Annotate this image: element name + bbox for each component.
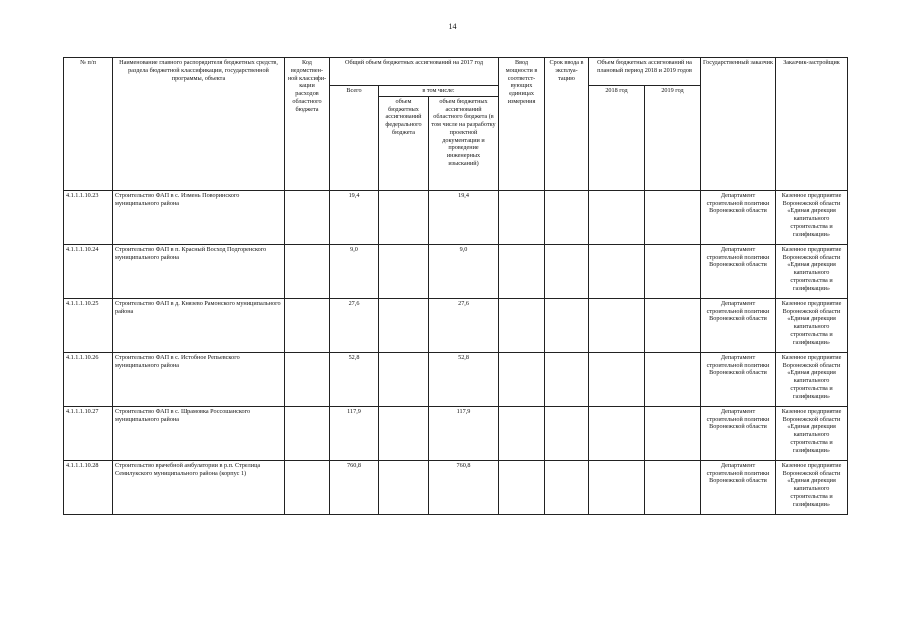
row-gov-customer: Департамент строительной политики Воронежской области [701, 352, 776, 406]
row-num: 4.1.1.1.10.25 [64, 298, 113, 352]
row-code [285, 406, 330, 460]
table-row [64, 406, 848, 460]
row-developer: Казенное предприятие Воронежской области «Единая дирекция капитального строительства и газификации» [776, 352, 848, 406]
header-capacity: Ввод мощности в соответст-вующих единицах измерения [499, 58, 545, 191]
row-name: Строительство ФАП в с. Шрамовка Россошанского муниципального района [113, 406, 285, 460]
row-num: 4.1.1.1.10.28 [64, 460, 113, 514]
table-row [64, 244, 848, 298]
row-federal [379, 298, 429, 352]
header-2018: 2018 год [589, 86, 645, 191]
row-num: 4.1.1.1.10.24 [64, 244, 113, 298]
header-regional: объем бюджетных ассигнований областного бюджета (в том числе на разработку проектной документации и проведение инженерных изысканий) [429, 96, 499, 190]
row-name: Строительство ФАП в п. Красный Восход Подгоренского муниципального района [113, 244, 285, 298]
row-regional: 760,8 [429, 460, 499, 514]
row-gov-customer: Департамент строительной политики Воронежской области [701, 406, 776, 460]
row-num: 4.1.1.1.10.27 [64, 406, 113, 460]
row-gov-customer: Департамент строительной политики Воронежской области [701, 190, 776, 244]
row-federal [379, 190, 429, 244]
row-total: 760,8 [330, 460, 379, 514]
row-2019 [645, 190, 701, 244]
row-code [285, 352, 330, 406]
row-term [545, 406, 589, 460]
row-regional: 117,9 [429, 406, 499, 460]
row-2019 [645, 244, 701, 298]
row-total: 117,9 [330, 406, 379, 460]
header-developer: Заказчик-застройщик [776, 58, 848, 191]
header-total-group: Общий объем бюджетных ассигнований на 2017 год [330, 58, 499, 86]
row-regional: 27,6 [429, 298, 499, 352]
table-row [64, 460, 848, 514]
row-federal [379, 352, 429, 406]
row-2018 [589, 460, 645, 514]
row-name: Строительство ФАП в д. Князево Рамонского муниципального района [113, 298, 285, 352]
row-developer: Казенное предприятие Воронежской области «Единая дирекция капитального строительства и газификации» [776, 244, 848, 298]
row-federal [379, 406, 429, 460]
row-total: 27,6 [330, 298, 379, 352]
header-num: № п/п [64, 58, 113, 191]
row-2019 [645, 352, 701, 406]
row-capacity [499, 406, 545, 460]
row-code [285, 244, 330, 298]
row-code [285, 298, 330, 352]
row-term [545, 190, 589, 244]
row-2019 [645, 460, 701, 514]
header-code: Код ведомствен-ной классифи-кации расходов областного бюджета [285, 58, 330, 191]
header-plan-group: Объем бюджетных ассигнований на плановый период 2018 и 2019 годов [589, 58, 701, 86]
row-2018 [589, 190, 645, 244]
row-term [545, 244, 589, 298]
row-2018 [589, 298, 645, 352]
row-developer: Казенное предприятие Воронежской области «Единая дирекция капитального строительства и газификации» [776, 460, 848, 514]
row-developer: Казенное предприятие Воронежской области «Единая дирекция капитального строительства и газификации» [776, 190, 848, 244]
row-regional: 9,0 [429, 244, 499, 298]
row-total: 9,0 [330, 244, 379, 298]
row-gov-customer: Департамент строительной политики Воронежской области [701, 460, 776, 514]
row-capacity [499, 460, 545, 514]
row-name: Строительство врачебной амбулатории в р.п. Стрелица Семилукского муниципального района (корпус 1) [113, 460, 285, 514]
row-developer: Казенное предприятие Воронежской области «Единая дирекция капитального строительства и газификации» [776, 298, 848, 352]
row-2018 [589, 244, 645, 298]
row-2018 [589, 352, 645, 406]
budget-table [63, 57, 848, 515]
table-row [64, 190, 848, 244]
header-name: Наименование главного распорядителя бюджетных средств, раздела бюджетной классификации, государственной программы, объекта [113, 58, 285, 191]
row-code [285, 190, 330, 244]
row-2019 [645, 406, 701, 460]
row-total: 52,8 [330, 352, 379, 406]
header-gov-customer: Государственный заказчик [701, 58, 776, 191]
row-num: 4.1.1.1.10.23 [64, 190, 113, 244]
table-row [64, 298, 848, 352]
table-row [64, 352, 848, 406]
header-term: Срок ввода в эксплуа-тацию [545, 58, 589, 191]
page-number: 14 [448, 22, 457, 31]
header-total: Всего [330, 86, 379, 191]
row-term [545, 298, 589, 352]
header-including: в том числе: [379, 86, 499, 97]
row-num: 4.1.1.1.10.26 [64, 352, 113, 406]
header-federal: объем бюджетных ассигнований федерального бюджета [379, 96, 429, 190]
row-capacity [499, 352, 545, 406]
row-name: Строительство ФАП в с. Истобное Репьевского муниципального района [113, 352, 285, 406]
row-federal [379, 244, 429, 298]
row-term [545, 352, 589, 406]
row-term [545, 460, 589, 514]
header-row-1 [64, 58, 848, 86]
row-federal [379, 460, 429, 514]
row-code [285, 460, 330, 514]
row-total: 19,4 [330, 190, 379, 244]
row-2019 [645, 298, 701, 352]
row-capacity [499, 190, 545, 244]
row-capacity [499, 298, 545, 352]
row-name: Строительство ФАП в с. Измень Поворинского муниципального района [113, 190, 285, 244]
row-capacity [499, 244, 545, 298]
row-gov-customer: Департамент строительной политики Воронежской области [701, 298, 776, 352]
row-developer: Казенное предприятие Воронежской области «Единая дирекция капитального строительства и газификации» [776, 406, 848, 460]
row-2018 [589, 406, 645, 460]
header-2019: 2019 год [645, 86, 701, 191]
row-regional: 19,4 [429, 190, 499, 244]
row-gov-customer: Департамент строительной политики Воронежской области [701, 244, 776, 298]
row-regional: 52,8 [429, 352, 499, 406]
